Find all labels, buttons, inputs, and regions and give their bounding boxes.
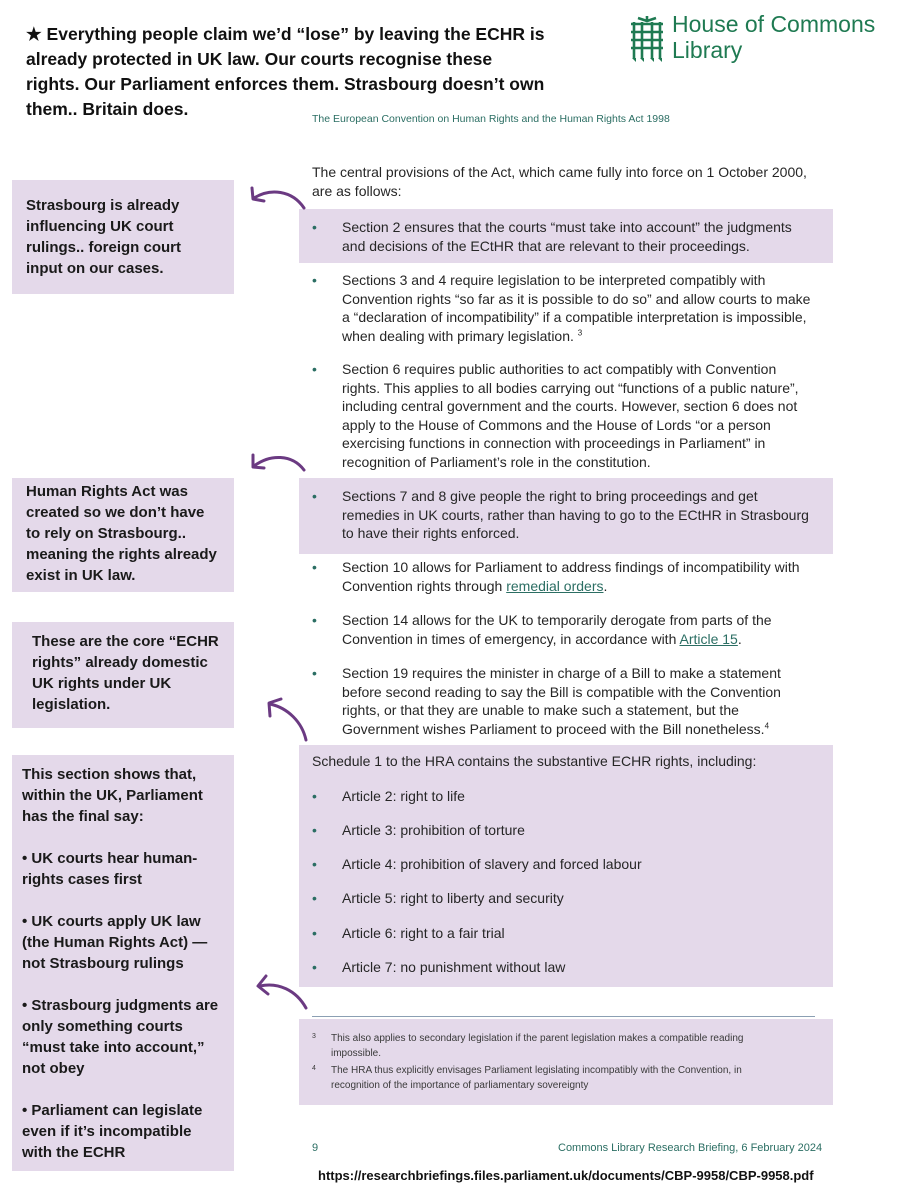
provision-section-6 <box>312 360 817 471</box>
curved-arrow-icon <box>262 696 312 744</box>
house-of-commons-library-logo <box>628 12 878 72</box>
bullet: • <box>312 612 317 628</box>
article-item: • Article 7: no punishment without law <box>312 959 566 975</box>
note-bullet: • Parliament can legislate even if it’s incompatible with the ECHR <box>22 1102 203 1161</box>
provision-text: Section 19 requires the minister in charge of a Bill to make a statement before second reading to say the Bill is compatible with the Convention rights, or that they are unable to make such a statement, but the Government wishes Parliament to proceed with the Bill nonetheless. <box>342 665 781 737</box>
provision-text: Sections 3 and 4 require legislation to be interpreted compatibly with Convention rights “so far as it is possible to do so” and allow courts to make a “declaration of incompatibility” if a compatible interpretation is impossible, when dealing with primary legislation. <box>342 272 811 344</box>
provision-section-2 <box>312 218 817 255</box>
bullet: • <box>312 488 317 504</box>
provision-text: Section 10 allows for Parliament to address findings of incompatibility with Convention rights through <box>342 559 800 594</box>
bullet: • <box>312 219 317 235</box>
article-item: • Article 4: prohibition of slavery and forced labour <box>312 856 642 872</box>
note-bullet: • UK courts hear human-rights cases first <box>22 850 198 888</box>
annotation-note-core-rights: These are the core “ECHR rights” already domestic UK rights under UK legislation. <box>12 622 234 728</box>
footnote-4: 4 The HRA thus explicitly envisages Parliament legislating incompatibly with the Convention, in recognition of the importance of parliamentary sovereignty <box>312 1065 742 1091</box>
intro-paragraph: The central provisions of the Act, which came fully into force on 1 October 2000, are as follows: <box>312 164 807 199</box>
footnote-divider <box>312 1016 815 1017</box>
provision-section-10: • Section 10 allows for Parliament to address findings of incompatibility with Convention rights through remedial orders. <box>312 559 800 594</box>
document-running-header: The European Convention on Human Rights and the Human Rights Act 1998 <box>312 113 670 125</box>
provision-section-14: • Section 14 allows for the UK to temporarily derogate from parts of the Convention in times of emergency, in accordance with Article 15. <box>312 612 772 647</box>
logo-line-1: House of Commons <box>672 11 876 37</box>
note-bullet: • UK courts apply UK law (the Human Rights Act) — not Strasbourg rulings <box>22 913 208 972</box>
page-footer: Commons Library Research Briefing, 6 February 2024 <box>558 1142 823 1154</box>
provision-sections-3-4 <box>312 271 817 345</box>
bullet: • <box>312 665 317 681</box>
schedule-1-intro: Schedule 1 to the HRA contains the substantive ECHR rights, including: <box>312 753 757 769</box>
source-url[interactable]: https://researchbriefings.files.parliament.uk/documents/CBP-9958/CBP-9958.pdf <box>318 1168 814 1183</box>
bullet: • <box>312 361 317 377</box>
curved-arrow-icon <box>248 186 308 212</box>
article-item: • Article 3: prohibition of torture <box>312 822 525 838</box>
footnote-ref-4[interactable]: 4 <box>764 720 770 730</box>
article-15-link[interactable]: Article 15 <box>679 630 738 647</box>
provision-sections-7-8 <box>312 487 817 543</box>
note-bullet: • Strasbourg judgments are only something courts “must take into account,” not obey <box>22 997 219 1077</box>
annotation-note-strasbourg: Strasbourg is already influencing UK court rulings.. foreign court input on our cases. <box>12 180 234 294</box>
annotation-note-hra: Human Rights Act was created so we don’t have to rely on Strasbourg.. meaning the rights already exist in UK law. <box>12 478 234 592</box>
remedial-orders-link[interactable]: remedial orders <box>506 577 604 594</box>
article-item: • Article 5: right to liberty and security <box>312 890 564 906</box>
headline: ★ Everything people claim we’d “lose” by leaving the ECHR is already protected in UK law. Our courts recognise these rights. Our Parliament enforces them. Strasbourg doesn’t own them.. Britain does. <box>26 24 545 119</box>
logo-line-2: Library <box>672 37 743 63</box>
bullet: • <box>312 559 317 575</box>
provision-section-19 <box>312 664 817 738</box>
footnote-ref-3[interactable]: 3 <box>577 327 583 337</box>
provision-text: Sections 7 and 8 give people the right to bring proceedings and get remedies in UK courts, rather than having to go to the ECtHR in Strasbourg to have their rights enforced. <box>342 488 809 541</box>
curved-arrow-icon <box>252 974 312 1010</box>
bullet: • <box>312 272 317 288</box>
article-item: • Article 6: right to a fair trial <box>312 925 505 941</box>
page-number: 9 <box>312 1142 319 1154</box>
article-item: • Article 2: right to life <box>312 788 465 804</box>
footnote-3: 3 This also applies to secondary legislation if the parent legislation makes a compatible reading impossible. <box>312 1033 744 1059</box>
annotation-note-parliament: This section shows that, within the UK, Parliament has the final say: • UK courts hear human-rights cases first • UK courts apply UK law (the Human Rights Act) — not Strasbourg rulings • Strasbourg judgments are only something courts “must take into account,” not obey • Parliament can legislate even if it’s incompatible with the ECHR <box>12 755 234 1171</box>
portcullis-icon <box>628 14 666 62</box>
provision-text: Section 6 requires public authorities to act compatibly with Convention rights. This applies to all bodies carrying out “functions of a public nature”, including central government and the courts. However, section 6 does not apply to the House of Commons and the House of Lords “or a person exercising functions in connection with proceedings in Parliament” in recognition of Parliament’s role in the constitution. <box>342 361 799 470</box>
curved-arrow-icon <box>248 452 308 478</box>
provision-text: Section 2 ensures that the courts “must take into account” the judgments and decisions of the ECtHR that are relevant to their proceedings. <box>342 219 792 254</box>
provision-text: Section 14 allows for the UK to temporarily derogate from parts of the Convention in times of emergency, in accordance with <box>342 612 772 647</box>
